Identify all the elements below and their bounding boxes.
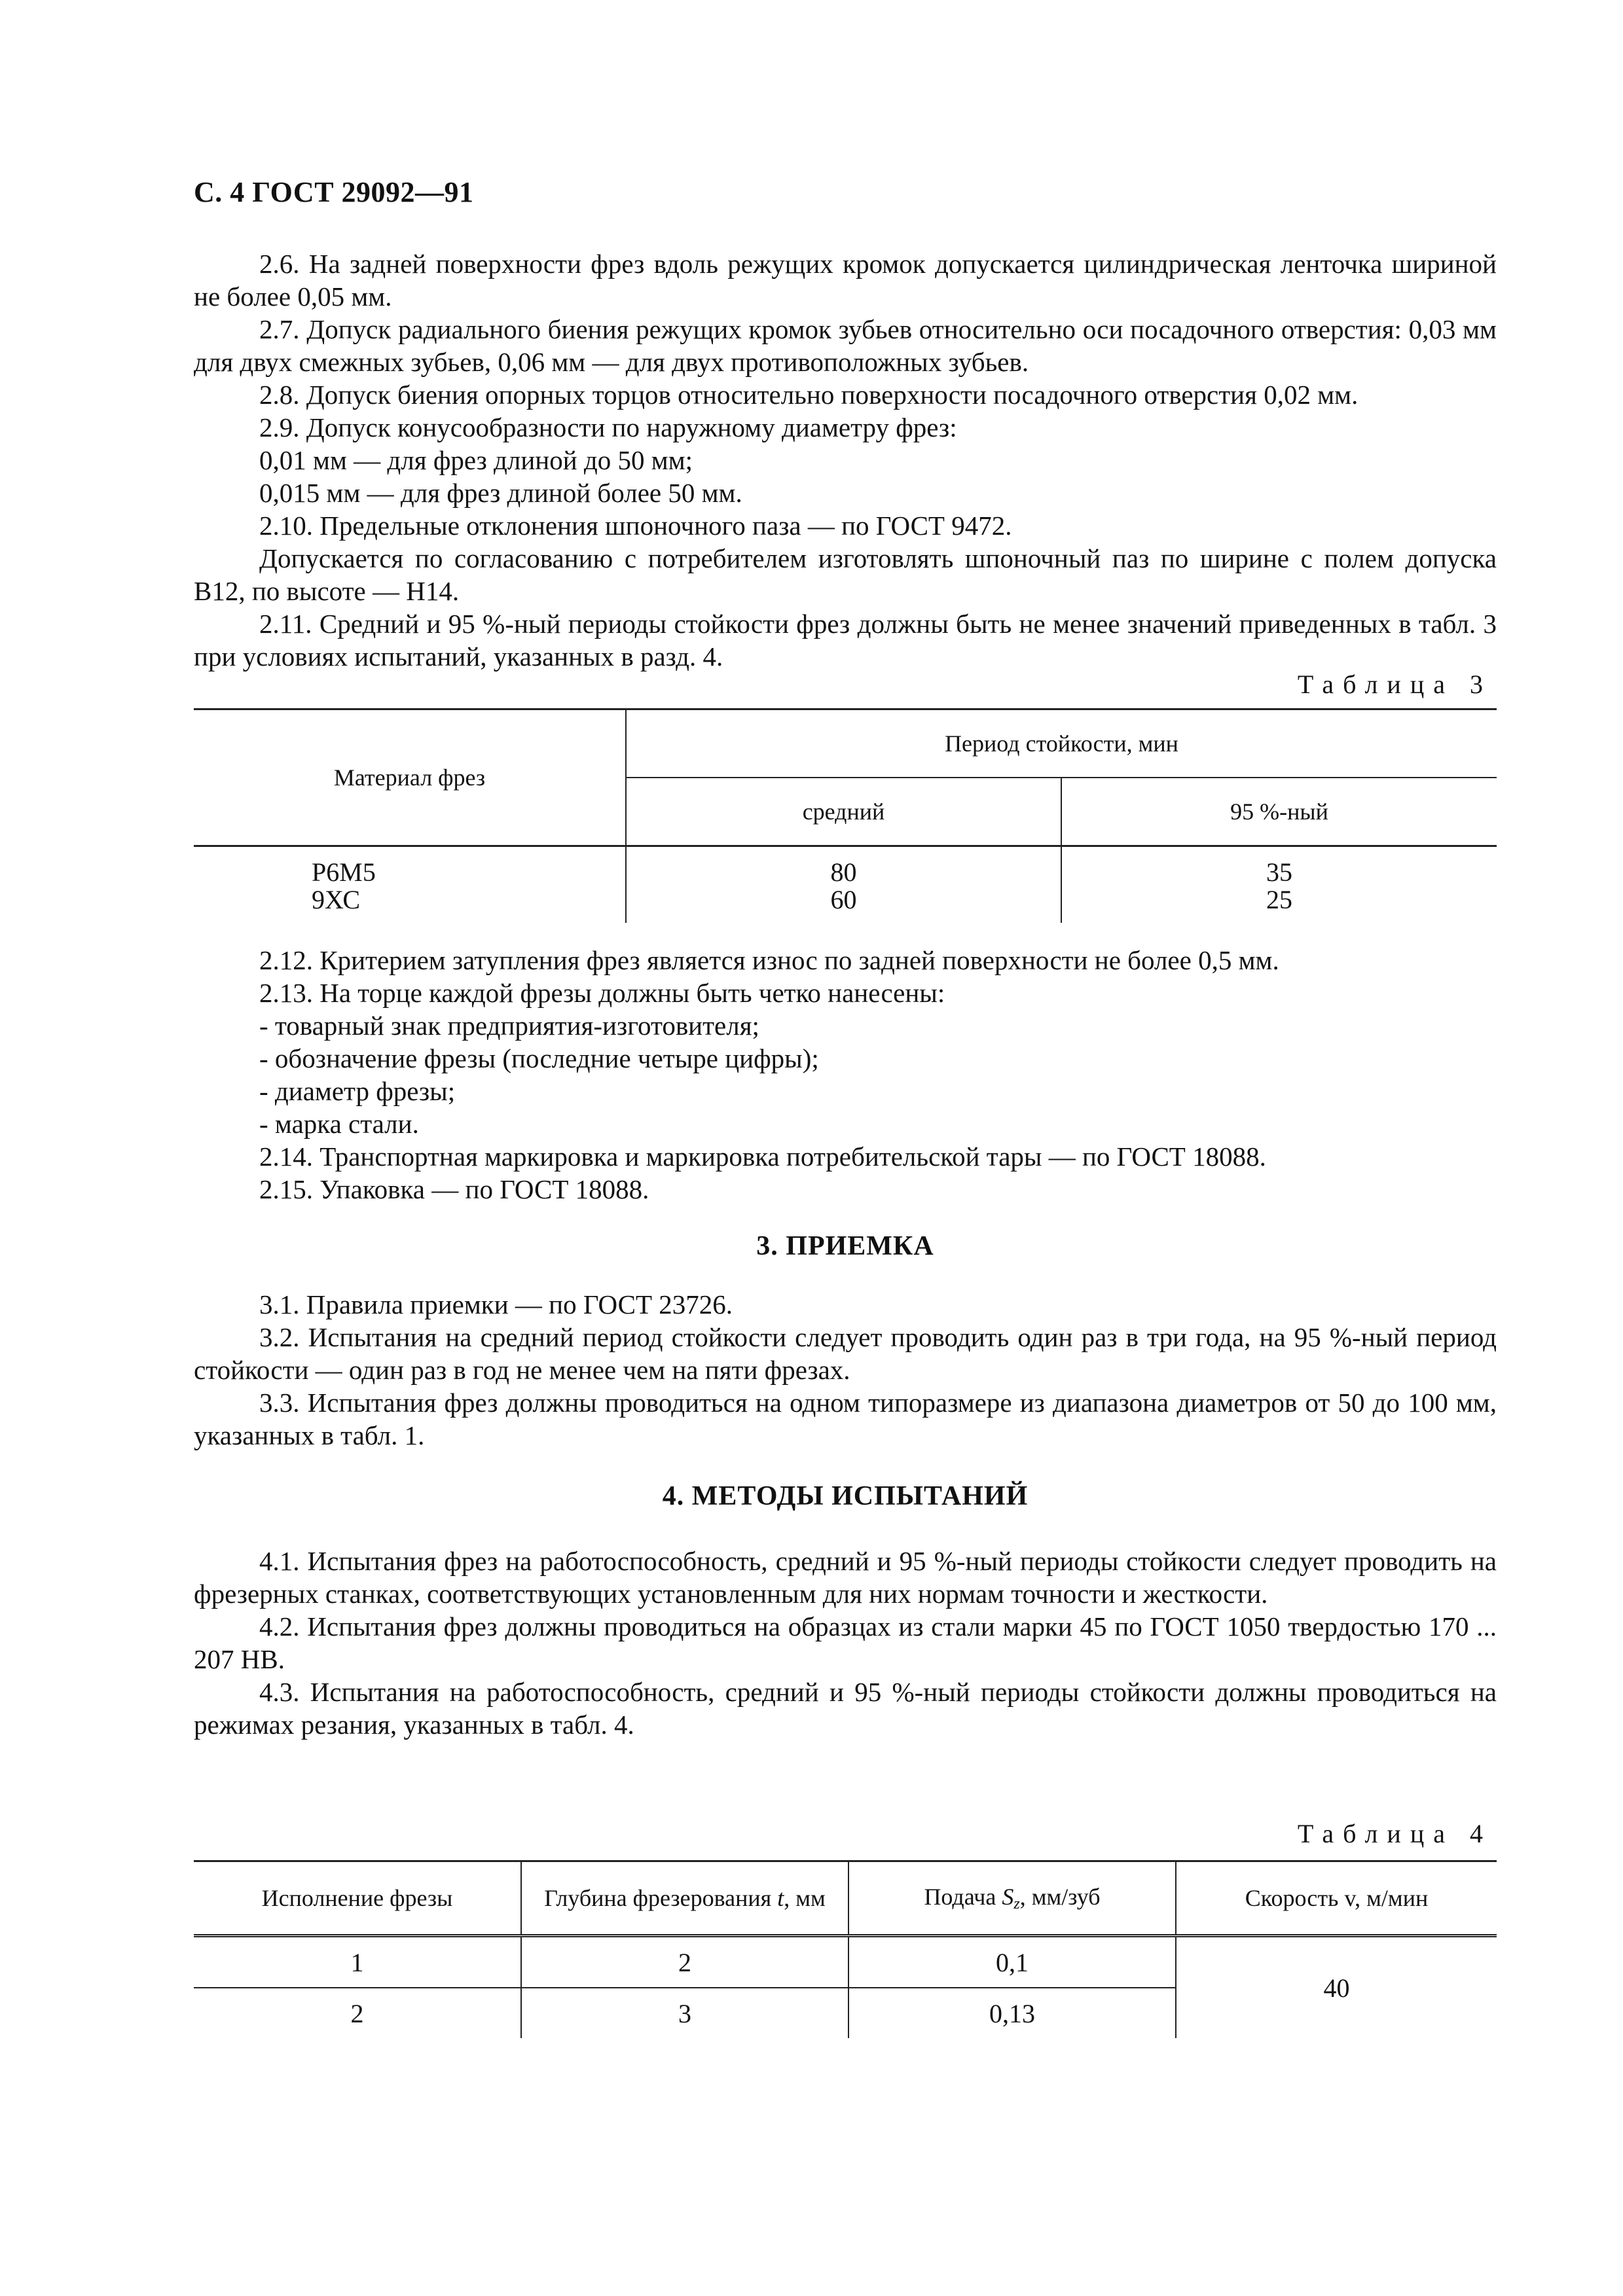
paragraph: - товарный знак предприятия-изготовителя;	[259, 1011, 759, 1041]
t4-cell-depth: 3	[521, 1988, 848, 2038]
text-block-2-12-to-2-15	[194, 944, 1497, 1206]
paragraph: 2.9. Допуск конусообразности по наружному диаметру фрез:	[259, 412, 957, 442]
paragraph: 2.15. Упаковка — по ГОСТ 18088.	[259, 1174, 649, 1204]
text-block-4	[194, 1545, 1497, 1741]
t4-header-feed: Подача $S_z$, мм/зуб	[848, 1861, 1176, 1936]
paragraph: 2.13. На торце каждой фрезы должны быть четко нанесены:	[259, 978, 945, 1008]
paragraph: 3.2. Испытания на средний период стойкости следует проводить один раз в три года, на 95 %-ный период стойкости — один раз в год не менее чем на пяти фрезах.	[194, 1322, 1497, 1385]
t4-cell-exec: 2	[350, 1998, 364, 2028]
t4-header-speed: Скорость v, м/мин	[1176, 1861, 1497, 1936]
t3-materials: Р6М5 9ХС	[312, 857, 376, 914]
paragraph: - марка стали.	[259, 1109, 419, 1139]
paragraph: - диаметр фрезы;	[259, 1076, 456, 1106]
section-3-title: 3. ПРИЕМКА	[756, 1231, 934, 1261]
paragraph: Допускается по согласованию с потребителем изготовлять шпоночный паз по ширине с полем допуска B12, по высоте — H14.	[194, 543, 1497, 606]
paragraph: 2.10. Предельные отклонения шпоночного паза — по ГОСТ 9472.	[259, 511, 1012, 541]
paragraph: 3.3. Испытания фрез должны проводиться на одном типоразмере из диапазона диаметров от 50 до 100 мм, указанных в табл. 1.	[194, 1388, 1497, 1450]
t3-header-material: Материал фрез	[194, 709, 626, 846]
t3-header-average: средний	[626, 778, 1061, 846]
table-4-caption: Таблица 4	[1297, 1819, 1492, 1848]
paragraph: 4.2. Испытания фрез должны проводиться на образцах из стали марки 45 по ГОСТ 1050 твердостью 170 ... 207 НВ.	[194, 1611, 1497, 1674]
t3-average-values: 80 60	[626, 846, 1061, 924]
t3-header-period: Период стойкости, мин	[626, 709, 1497, 778]
paragraph: 2.7. Допуск радиального биения режущих кромок зубьев относительно оси посадочного отверстия: 0,03 мм для двух смежных зубьев, 0,06 мм — для двух противоположных зубьев.	[194, 314, 1497, 377]
t4-cell-speed: 40	[1176, 1936, 1497, 2039]
paragraph: 4.1. Испытания фрез на работоспособность, средний и 95 %-ный периоды стойкости следует проводить на фрезерных станках, соответствующих установленным для них нормам точности и жесткости.	[194, 1546, 1497, 1609]
table-4	[194, 1860, 1497, 2038]
t4-cell-depth: 2	[521, 1936, 848, 1988]
t4-cell-exec: 1	[194, 1936, 521, 1988]
paragraph: 2.6. На задней поверхности фрез вдоль режущих кромок допускается цилиндрическая ленточка шириной не более 0,05 мм.	[194, 249, 1497, 312]
paragraph: 2.8. Допуск биения опорных торцов относительно поверхности посадочного отверстия 0,02 мм.	[259, 380, 1359, 410]
page-header: С. 4 ГОСТ 29092—91	[194, 176, 474, 208]
table-3-caption: Таблица 3	[1297, 670, 1492, 699]
paragraph: 2.12. Критерием затупления фрез является износ по задней поверхности не более 0,5 мм.	[259, 945, 1279, 975]
paragraph: - обозначение фрезы (последние четыре цифры);	[259, 1043, 819, 1073]
section-4-title: 4. МЕТОДЫ ИСПЫТАНИЙ	[662, 1481, 1029, 1511]
paragraph: 4.3. Испытания на работоспособность, средний и 95 %-ный периоды стойкости должны проводиться на режимах резания, указанных в табл. 4.	[194, 1677, 1497, 1740]
text-block-3	[194, 1288, 1497, 1452]
paragraph: 0,015 мм — для фрез длиной более 50 мм.	[259, 478, 742, 508]
t4-cell-feed: 0,1	[848, 1936, 1176, 1988]
paragraph: 2.11. Средний и 95 %-ный периоды стойкости фрез должны быть не менее значений приведенных в табл. 3 при условиях испытаний, указанных в разд. 4.	[194, 609, 1497, 672]
paragraph: 3.1. Правила приемки — по ГОСТ 23726.	[259, 1289, 733, 1319]
t3-header-95: 95 %-ный	[1061, 778, 1497, 846]
paragraph: 2.14. Транспортная маркировка и маркировка потребительской тары — по ГОСТ 18088.	[259, 1141, 1266, 1172]
t3-95-values: 35 25	[1061, 846, 1497, 924]
t4-header-depth: Глубина фрезерования t, мм	[521, 1861, 848, 1936]
paragraph: 0,01 мм — для фрез длиной до 50 мм;	[259, 445, 693, 475]
text-block-2-6-to-2-11	[194, 247, 1497, 673]
t4-header-execution: Исполнение фрезы	[194, 1861, 521, 1936]
t4-cell-feed: 0,13	[848, 1988, 1176, 2038]
table-3	[194, 708, 1497, 923]
